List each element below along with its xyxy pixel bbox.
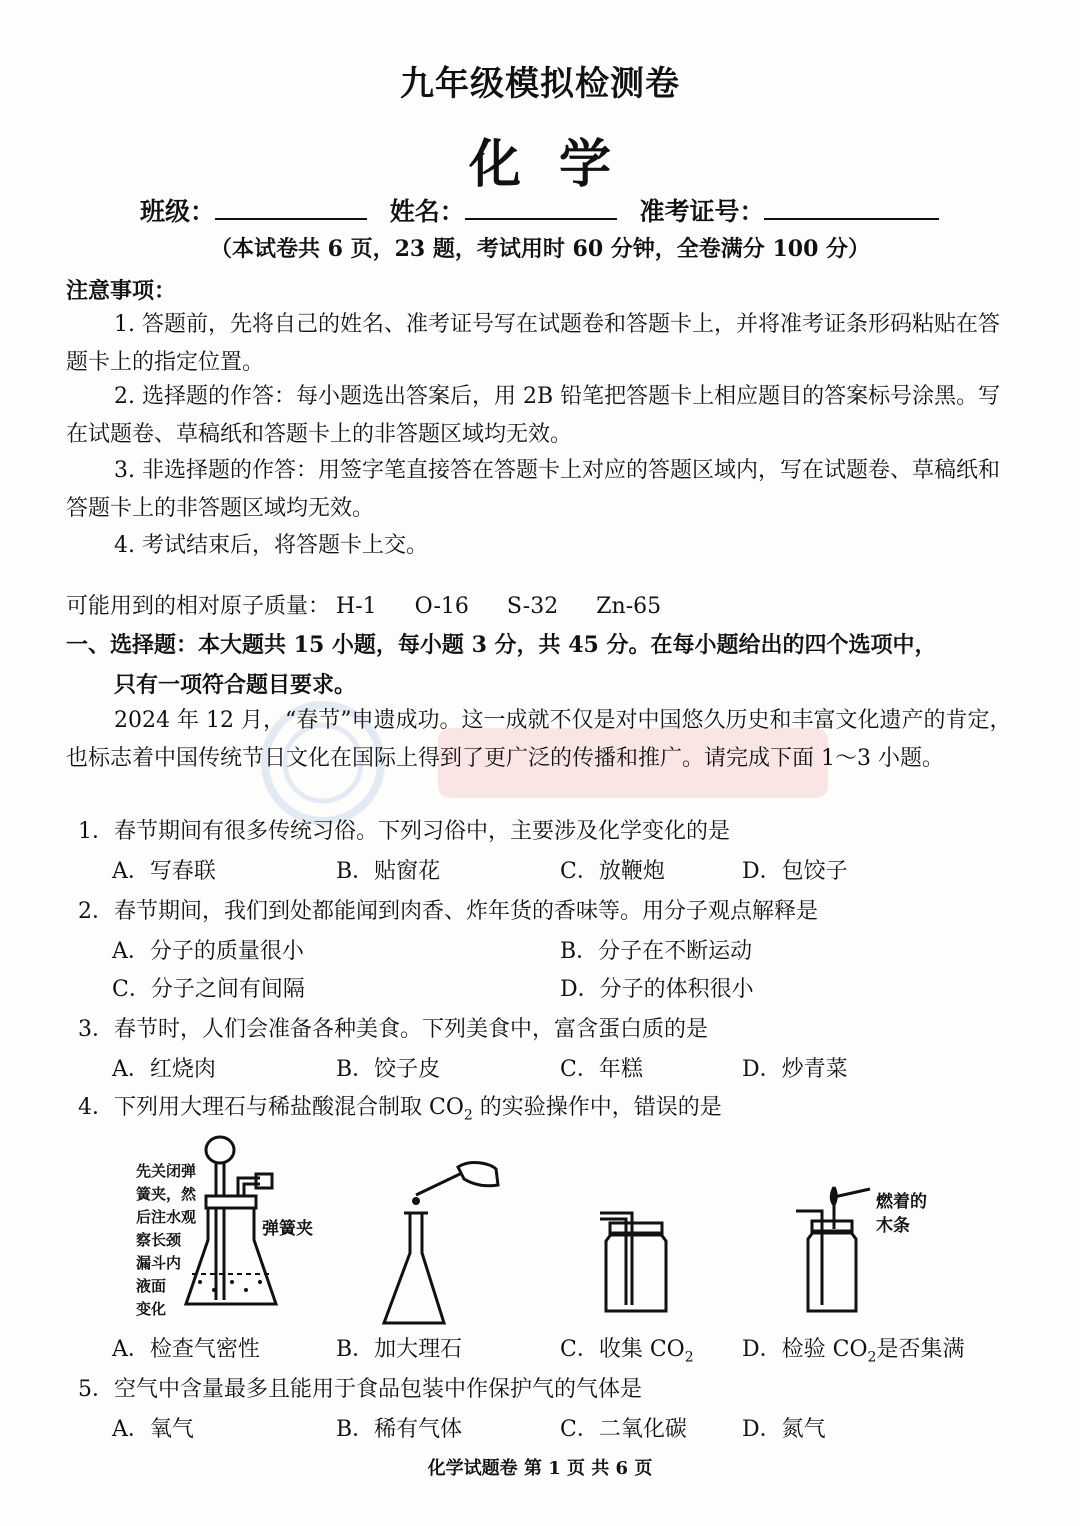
fig-a-note-line: 后注水观 [136, 1208, 197, 1226]
question-4-stem [78, 1090, 722, 1123]
atomic-mass-h: H-1 [336, 594, 377, 619]
q4-stem-text: 4．下列用大理石与稀盐酸混合制取 CO [78, 1095, 464, 1120]
q5-option-b[interactable]: B．稀有气体 [336, 1417, 463, 1442]
section-1-intro: 2024 年 12 月，“春节”申遗成功。这一成就不仅是对中国悠久历史和丰富文化遗产的肯定，也标志着中国传统节日文化在国际上得到了更广泛的传播和推广。请完成下面 1～3 小题。 [66, 708, 1012, 771]
q4-option-d-text: D．检验 CO [742, 1337, 868, 1362]
name-blank[interactable] [465, 196, 617, 220]
notice-item-4: 4. 考试结束后，将答题卡上交。 [114, 533, 428, 558]
notice-item-1: 1. 答题前，先将自己的姓名、准考证号写在试题卷和答题卡上，并将准考证条形码粘贴在答题卡上的指定位置。 [66, 312, 1000, 375]
question-3-stem: 3．春节时，人们会准备各种美食。下列美食中，富含蛋白质的是 [78, 1017, 708, 1042]
q4-option-d-subscript: 2 [867, 1349, 877, 1366]
q4-option-a[interactable]: A．检查气密性 [112, 1337, 260, 1362]
q3-option-d[interactable]: D．炒青菜 [742, 1057, 848, 1082]
exam-series-title: 九年级模拟检测卷 [400, 64, 680, 104]
q1-option-d[interactable]: D．包饺子 [742, 859, 848, 884]
question-1-stem: 1．春节期间有很多传统习俗。下列习俗中，主要涉及化学变化的是 [78, 819, 730, 844]
q4-stem-text-end: 的实验操作中，错误的是 [472, 1095, 722, 1120]
notice-item-2: 2. 选择题的作答：每小题选出答案后，用 2B 铅笔把答题卡上相应题目的答案标号涂黑。写在试题卷、草稿纸和答题卡上的非答题区域均无效。 [66, 384, 1001, 447]
fig-a-note-line: 察长颈 [136, 1231, 182, 1249]
class-label: 班级： [140, 197, 216, 226]
airtightness-apparatus-icon [180, 1130, 290, 1330]
q4-option-c[interactable] [560, 1332, 694, 1365]
name-label: 姓名： [389, 197, 465, 226]
exam-meta: （本试卷共 6 页，23 题，考试用时 60 分钟，全卷满分 100 分） [209, 236, 871, 262]
q4-option-c-subscript: 2 [684, 1349, 694, 1366]
atomic-mass-s: S-32 [506, 594, 559, 619]
q4-stem-subscript: 2 [463, 1107, 473, 1124]
q5-option-c[interactable]: C．二氧化碳 [560, 1417, 687, 1442]
q5-option-d[interactable]: D．氮气 [742, 1417, 826, 1442]
fig-d-note-line: 木条 [876, 1216, 910, 1236]
exam-number-label: 准考证号： [639, 197, 765, 226]
atomic-mass-o: O-16 [414, 594, 469, 619]
q2-option-d[interactable]: D．分子的体积很小 [560, 977, 754, 1002]
gas-collection-bottle-icon [596, 1205, 676, 1315]
exam-number-blank[interactable] [764, 196, 939, 220]
atomic-mass-label: 可能用到的相对原子质量： [66, 594, 331, 619]
q4-option-b[interactable]: B．加大理石 [336, 1337, 463, 1362]
question-5-stem: 5．空气中含量最多且能用于食品包装中作保护气的气体是 [78, 1377, 642, 1402]
atomic-mass-row [66, 588, 661, 626]
notice-item-3: 3. 非选择题的作答：用签字笔直接答在答题卡上对应的答题区域内，写在试题卷、草稿纸和答题卡上的非答题区域均无效。 [66, 458, 1000, 521]
q3-option-b[interactable]: B．饺子皮 [336, 1057, 441, 1082]
fig-a-note-line: 簧夹，然 [136, 1185, 197, 1203]
q2-option-c[interactable]: C．分子之间有间隔 [112, 977, 305, 1002]
q1-option-a[interactable]: A．写春联 [112, 859, 216, 884]
q4-option-c-text: C．收集 CO [560, 1337, 685, 1362]
q4-option-d-text-end: 是否集满 [876, 1337, 965, 1362]
section-1-heading-line2: 只有一项符合题目要求。 [114, 672, 357, 698]
q1-option-b[interactable]: B．贴窗花 [336, 859, 441, 884]
flask-add-marble-icon [378, 1155, 508, 1335]
q4-option-d[interactable] [742, 1332, 964, 1365]
fig-a-note-line: 先关闭弹 [136, 1162, 197, 1180]
fig-a-note-line: 漏斗内 [136, 1254, 182, 1272]
fig-a-note-line: 变化 [136, 1300, 167, 1318]
q2-option-a[interactable]: A．分子的质量很小 [112, 939, 304, 964]
fig-a-clip-label: 弹簧夹 [262, 1219, 313, 1239]
page-footer: 化学试题卷 第 1 页 共 6 页 [427, 1458, 653, 1479]
question-2-stem: 2．春节期间，我们到处都能闻到肉香、炸年货的香味等。用分子观点解释是 [78, 899, 818, 924]
notice-heading: 注意事项： [66, 278, 177, 304]
q2-option-b[interactable]: B．分子在不断运动 [560, 939, 753, 964]
fig-d-note [876, 1190, 927, 1238]
student-info-row [140, 192, 939, 228]
fig-a-note-line: 液面 [136, 1277, 167, 1295]
fig-d-note-line: 燃着的 [876, 1192, 927, 1212]
q3-option-c[interactable]: C．年糕 [560, 1057, 643, 1082]
q5-option-a[interactable]: A．氧气 [112, 1417, 194, 1442]
subject-title: 化学 [468, 134, 649, 195]
section-1-heading-line1: 一、选择题：本大题共 15 小题，每小题 3 分，共 45 分。在每小题给出的四个选项中， [66, 632, 937, 658]
q1-option-c[interactable]: C．放鞭炮 [560, 859, 665, 884]
atomic-mass-zn: Zn-65 [596, 594, 662, 619]
q3-option-a[interactable]: A．红烧肉 [112, 1057, 216, 1082]
co2-test-bottle-icon [796, 1185, 876, 1315]
class-blank[interactable] [215, 196, 367, 220]
